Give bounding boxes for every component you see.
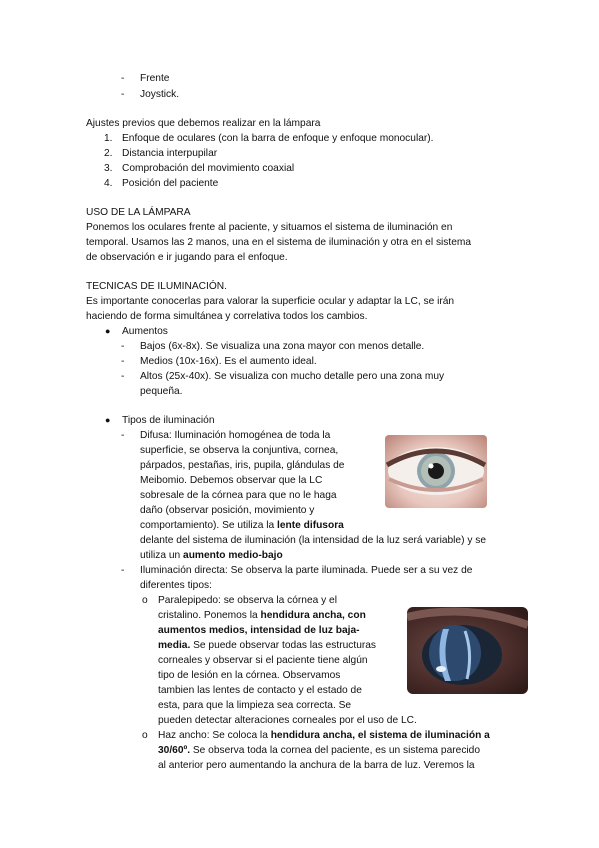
- list-item: Medios (10x-16x). Es el aumento ideal.: [140, 356, 317, 367]
- bullet: ●: [105, 415, 111, 425]
- paragraph-line: [140, 549, 283, 562]
- list-dash: -: [121, 430, 125, 441]
- paragraph-line: [158, 744, 480, 757]
- paragraph-line: temporal. Usamos las 2 manos, una en el sistema de iluminación y otra en el sistema: [86, 237, 472, 248]
- list-dash: -: [121, 565, 125, 576]
- tipos-label: Tipos de iluminación: [122, 415, 215, 426]
- eye-illustration: [385, 435, 487, 508]
- paragraph-line: diferentes tipos:: [140, 580, 212, 591]
- paragraph-line: Difusa: Iluminación homogénea de toda la: [140, 430, 331, 441]
- bold-run: hendidura ancha, con: [260, 610, 366, 621]
- paragraph-line: de observación e ir jugando para el enfoque.: [86, 252, 288, 263]
- paragraph-line: delante del sistema de iluminación (la intensidad de la luz será variable) y se: [140, 535, 486, 546]
- eye-photo-slit-lamp: [407, 607, 528, 694]
- list-item: Joystick.: [140, 89, 180, 100]
- list-dash: -: [121, 371, 125, 382]
- bold-run: hendidura ancha, el sistema de iluminación a: [270, 730, 490, 741]
- list-item-continued: pequeña.: [140, 386, 183, 397]
- list-dash: -: [121, 356, 125, 367]
- numbered-index: 3.: [104, 163, 113, 174]
- paragraph-line: haciendo de forma simultánea y correlativa todos los cambios.: [86, 311, 368, 322]
- paragraph-line: Es importante conocerlas para valorar la superficie ocular y adaptar la LC, se irán: [86, 296, 455, 307]
- bullet: ●: [105, 326, 111, 336]
- numbered-index: 1.: [104, 133, 113, 144]
- paragraph-line: pueden detectar alteraciones corneales por el uso de LC.: [158, 715, 417, 726]
- circle-bullet: o: [142, 730, 148, 741]
- paragraph-line: [158, 639, 376, 652]
- numbered-index: 4.: [104, 178, 113, 189]
- paragraph-line: [158, 729, 490, 742]
- paragraph-line: [158, 609, 366, 622]
- paragraph-line: párpados, pestañas, iris, pupila, glándulas de: [140, 460, 345, 471]
- list-item: Bajos (6x-8x). Se visualiza una zona mayor con menos detalle.: [140, 341, 425, 352]
- list-item: Frente: [140, 73, 170, 84]
- ajustes-heading: Ajustes previos que debemos realizar en la lámpara: [86, 118, 321, 129]
- text-run: cristalino. Ponemos la: [158, 610, 261, 621]
- aumentos-label: Aumentos: [122, 326, 168, 337]
- list-item: Altos (25x-40x). Se visualiza con mucho detalle pero una zona muy: [140, 371, 445, 382]
- bold-run: aumento medio-bajo: [183, 550, 283, 561]
- circle-bullet: o: [142, 595, 148, 606]
- bold-run: aumentos medios, intensidad de luz baja-: [158, 625, 360, 636]
- numbered-item: Enfoque de oculares (con la barra de enfoque y enfoque monocular).: [122, 133, 434, 144]
- paragraph-line: [158, 624, 360, 637]
- numbered-index: 2.: [104, 148, 113, 159]
- text-run: Se puede observar todas las estructuras: [190, 640, 377, 651]
- eye-photo-diffuse: [385, 435, 487, 508]
- paragraph-line: al anterior pero aumentando la anchura de la barra de luz. Veremos la: [158, 760, 475, 771]
- text-run: utiliza un: [140, 550, 184, 561]
- numbered-item: Distancia interpupilar: [122, 148, 218, 159]
- bold-run: media.: [158, 640, 191, 651]
- list-dash: -: [121, 73, 125, 84]
- list-dash: -: [121, 341, 125, 352]
- slit-eye-illustration: [407, 607, 528, 694]
- paragraph-line: [140, 519, 344, 532]
- paragraph-line: superficie, se observa la conjuntiva, cornea,: [140, 445, 339, 456]
- paragraph-line: tambien las lentes de contacto y el estado de: [158, 685, 362, 696]
- paragraph-line: Meibomio. Debemos observar que la LC: [140, 475, 323, 486]
- uso-heading: USO DE LA LÁMPARA: [86, 207, 191, 218]
- tecnicas-heading: TECNICAS DE ILUMINACIÓN.: [86, 281, 227, 292]
- paragraph-line: Iluminación directa: Se observa la parte iluminada. Puede ser a su vez de: [140, 565, 473, 576]
- text-run: comportamiento). Se utiliza la: [140, 520, 278, 531]
- paragraph-line: sobresale de la córnea para que no le haga: [140, 490, 337, 501]
- bold-run: 30/60º.: [158, 745, 191, 756]
- numbered-item: Posición del paciente: [122, 178, 219, 189]
- bold-run: lente difusora: [277, 520, 344, 531]
- numbered-item: Comprobación del movimiento coaxial: [122, 163, 295, 174]
- paragraph-line: tipo de lesión en la córnea. Observamos: [158, 670, 341, 681]
- paragraph-line: corneales y observar si el paciente tiene algún: [158, 655, 368, 666]
- paragraph-line: Paralepipedo: se observa la córnea y el: [158, 595, 337, 606]
- paragraph-line: Ponemos los oculares frente al paciente, y situamos el sistema de iluminación en: [86, 222, 453, 233]
- text-run: Se observa toda la cornea del paciente, es un sistema parecido: [190, 745, 481, 756]
- paragraph-line: esta, para que la limpieza sea correcta. Se: [158, 700, 352, 711]
- list-dash: -: [121, 89, 125, 100]
- text-run: Haz ancho: Se coloca la: [158, 730, 271, 741]
- paragraph-line: daño (observar posición, movimiento y: [140, 505, 315, 516]
